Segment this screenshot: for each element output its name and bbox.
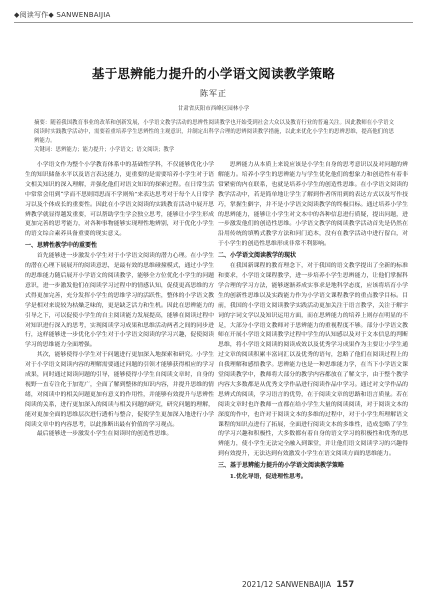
section-heading: 三、基于思辨能力提升的小学语文阅读教学策略 <box>218 462 345 470</box>
author-name: 陈军正 <box>200 89 227 98</box>
paragraph: 小学语文作为整个小学教育体系中的基础性学科，不仅能够优化小学生的知识储备水平以及语言表达能力，更重要的是需要培养小学生对于语文相关知识的深入理解，并强化他们对语文知识的探索过程。在日常生活中常常会用到“学而不思则罔思而不学则殆”来表达思考对于每个人日常学习以及个体成长的重要性。因此在小学语文阅读的实践教育活动中展开思辨教学就显得越发重要，可以帮助学生学会独立思考，能够让小学生形成更加完善的思考能力，对各种事物能够实现理性地辨别，对于优化小学生的语文综合素养具备重要的现实意义。 <box>25 162 214 238</box>
section-heading: 一、思辨性教学中的重要性 <box>25 242 98 250</box>
footer-issue: 2021/12 SANWENBAIJIA <box>242 580 331 589</box>
author-affiliation: 甘肃省庆阳市西峰区园林小学 <box>177 106 250 112</box>
page-number: 157 <box>336 580 355 590</box>
paragraph: 其次，能够使得小学生对于问题进行更加深入地探索和研究。小学生对于小学语文阅读内容的理解需要通过问题的引领才能够获得相应的学习成果，同时通过阅读问题的引导，能够使得小学生自阅读文章时，自身的视野一直专注化于加宽广，全面了解到整体的知识内容，并提升思维的情绪，对阅读中的相关问题更加有意义的作用性，并能够有效提升与思辨性阅读的关系，进行更加深入的阅读与相关问题的研究，研究问题的理解，能对更加全面的思维层次进行透析与整合，促使学生更加深入地进行小学阅读文章中的内容思考，以此推断出最有价值的学习观点。 <box>25 352 214 428</box>
section-heading: 二、小学语文阅读教学的现状 <box>218 252 297 260</box>
subsection-heading: 1.优化导语，促进理性思考。 <box>229 473 307 481</box>
paragraph: 最后能够进一步激发小学生在阅读时的创造性思维。 <box>36 431 173 438</box>
left-column <box>25 161 214 440</box>
article-title: 基于思辨能力提升的小学语文阅读教学策略 <box>91 66 336 81</box>
right-column <box>218 161 408 482</box>
abstract: 摘要：随着我国教育事业的改革和创新发展，小学语文教学活动的思辨性阅读教学也开始受到社会大众以及教育行业的普遍关注。因此教师在小学语文阅读时实践教学活动中，需要着重培养学生思辨性的主观意识，并制定出科学合理的思辨阅读教学措施，以此来优化小学生的思辨思维，提高他们的思辨能力。 <box>34 120 394 144</box>
keywords: 关键词：思辨能力；能力提升；小学语文；语文阅读；教学 <box>34 147 175 153</box>
paragraph: 在我国新课程的教育理念下，对于我国的语文教学提出了全新的标准和要求，小学语文课程教学，进一步培养小学生思辨能力，让他们掌握科学合理的学习方法，能够逐渐养成实事求是地科学态度，应该将培育小学生的创新性思维以及实践能力作为小学语文课程教学的重点教学目标。目前，我国的小学语文阅读教学实践活动更加关注于语言教学，关注于解字词的字词文学以及知识运用方面，而在思辨能力的培养上则存在明显的不足，大部分小学语文教师对于思辨能力的重视程度不够。部分小学语文教师在开展小学语文阅读教学过程中学生的认知感以及对于文本信息的判断思维，将小学语文阅读的阅读成效以及优秀学习成果作为主要让小学生通过文章的阅读积累丰富词汇以及优秀的语句，忽略了他们在阅读过程上的自我理解和感悟教学。思辨能力也是一种思维能力学，在当下小学语文课堂阅读教学中，教师将大部分的教学内容都放在了解文字，由于整个教学内容大多数都是从优秀文学作品进行阅读作品中学习。通过对文学作品的思辨式的阅读，学习语言的优势，在于阅读文章的思路和语言质量。若在阅读文章时也许教师一直都在给小学生大量的阅读阅读，对于阅读文本的深度的作中，也许对于阅读文本的多维的过程中，对于小学生所理解语文课程的知识点进行了拓展，全面进行阅读文本的多维性，造成忽略了学生的学习兴趣和积极性，大多数都有着自身的语文学习的积极性和优秀的思辨能力，使小学生无法完全融入到课堂，并让他们语文阅读学习的兴趣得到有效提升，无法达到有效激发小学生在语文阅读方面的思维能力。 <box>218 263 408 458</box>
paragraph: 首先能够进一步激发小学生对于小学语文阅读的潜力心理。在小学生的潜在心理下展展开的阅读意思，是最有效的思维碰撞模式，通过小学生的思维能力随后展开小学语文的阅读教学，能够全方位优化小学生的问题意识，进一步激发他们在阅读学习过程中的情感认知，促使更高思维的方式得更加完善，充分发挥小学生的思维学习的活跃性，整体的小学语文教学是相对来说较为枯燥乏味的，更是缺乏活力和生机。因此在思辨能力的引导之下，可以促使小学生的自主阅读能力发展提高，能够在阅读过程中对知识进行深入的思考，实现阅读学习成果和思维活动两者之间的同步进行，这样能够进一步优化小学生对于小学语文阅读的学习兴趣，促使阅读学习的思维能力全面增强。 <box>25 253 214 349</box>
page-footer <box>242 580 354 590</box>
paragraph: 思辨能力从本质上来说应该是小学生自身的思考意识以及对问题的辨解能力。培养小学生的思辨能力与学生优化他们的想象力和创造性有着非常紧密的内在联系，也就是培养小学生的创造性思维。在小学语文阅读的教学活动中，若是简单地让学生了解到作者所用到的表达方式以及写作技巧，掌握生僻字，并不是小学语文阅读教学的终极目标。通过培养小学生的思辨能力，能够让小学生对文本中的各种信息进行质疑，提出问题，进一步激发他们的创造性思维。小学语文教学的阅读教学活动首先是仍然在沿用传统的填鸭式教学方法和问门追本，没有在教学活动中进行留白，对于小学生的创造性思维形成非常不利影响。 <box>218 162 408 248</box>
running-header: ◆阅读写作◆ SANWENBAIJIA <box>14 8 413 23</box>
